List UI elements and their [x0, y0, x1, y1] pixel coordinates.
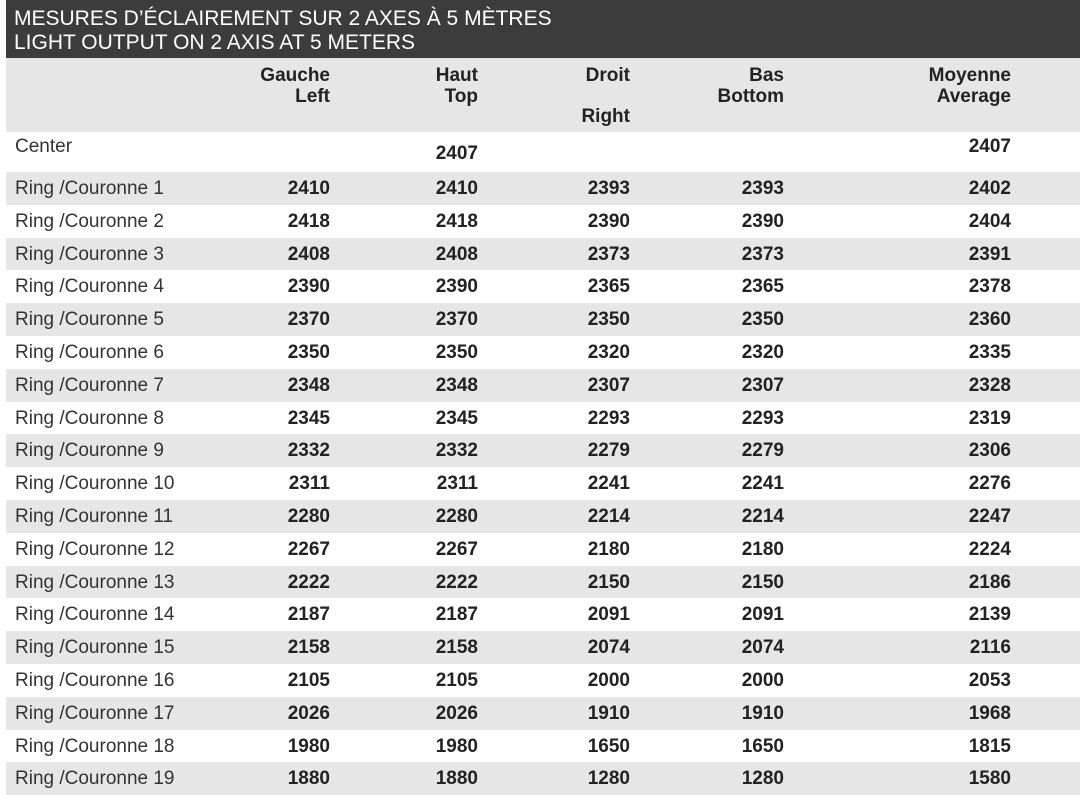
cell-top: 2158: [435, 637, 478, 659]
cell-bottom: 2091: [741, 604, 784, 626]
column-header-top: Haut Top: [435, 65, 478, 107]
table-row-center: [6, 132, 1080, 172]
table-row: [6, 631, 1080, 664]
cell-bottom: 2307: [741, 374, 784, 396]
cell-average: 2402: [968, 178, 1011, 199]
cell-left: 2408: [287, 243, 330, 265]
table-row: [6, 336, 1080, 369]
table-row: [6, 533, 1080, 566]
row-label: Ring /Couronne 13: [15, 571, 175, 593]
cell-bottom: 2241: [741, 473, 784, 495]
cell-top: 1980: [435, 735, 478, 757]
row-label: Ring /Couronne 1: [15, 178, 164, 199]
row-label: Ring /Couronne 17: [15, 702, 175, 724]
title-french: MESURES D’ÉCLAIREMENT SUR 2 AXES À 5 MÈTRES: [14, 7, 552, 30]
row-label: Ring /Couronne 18: [15, 735, 175, 757]
table-row: [6, 697, 1080, 730]
cell-average: 2404: [968, 210, 1011, 232]
cell-right: 1910: [587, 702, 630, 724]
column-header-bottom: Bas Bottom: [717, 65, 784, 107]
cell-left: 2348: [287, 374, 330, 396]
cell-average: 2360: [968, 309, 1011, 331]
cell-bottom: 2180: [741, 538, 784, 560]
cell-bottom: 2373: [741, 243, 784, 265]
cell-right: 2241: [587, 473, 630, 495]
cell-left: 2026: [287, 702, 330, 724]
cell-right: 2393: [587, 178, 630, 199]
cell-left: 2187: [287, 604, 330, 626]
cell-left: 2222: [287, 571, 330, 593]
cell-top: 2407: [435, 143, 478, 164]
cell-top: 2280: [435, 505, 478, 527]
cell-average: 2319: [968, 407, 1011, 429]
table-row: [6, 598, 1080, 631]
cell-right: 1280: [587, 768, 630, 790]
cell-left: 1980: [287, 735, 330, 757]
cell-bottom: 1910: [741, 702, 784, 724]
cell-right: 2091: [587, 604, 630, 626]
cell-right: 2350: [587, 309, 630, 331]
cell-top: 2332: [435, 440, 478, 462]
ring-rows: [6, 172, 1080, 795]
cell-average: 2306: [968, 440, 1011, 462]
cell-right: 2307: [587, 374, 630, 396]
cell-right: 1650: [587, 735, 630, 757]
cell-average: 2247: [968, 505, 1011, 527]
cell-top: 2222: [435, 571, 478, 593]
cell-average: 2116: [969, 637, 1011, 659]
cell-bottom: 2074: [741, 637, 784, 659]
table-row: [6, 369, 1080, 402]
cell-left: 2345: [287, 407, 330, 429]
cell-average: 2139: [968, 604, 1011, 626]
cell-average: 1815: [968, 735, 1011, 757]
table-row: [6, 205, 1080, 238]
cell-top: 2105: [435, 669, 478, 691]
cell-left: 2410: [287, 178, 330, 199]
row-label: Ring /Couronne 4: [15, 276, 164, 298]
column-header-right: Droit Right: [581, 65, 630, 127]
row-label: Ring /Couronne 6: [15, 341, 164, 363]
cell-bottom: 2279: [741, 440, 784, 462]
cell-bottom: 2390: [741, 210, 784, 232]
cell-right: 2365: [587, 276, 630, 298]
cell-left: 2332: [287, 440, 330, 462]
cell-average: 2186: [968, 571, 1011, 593]
cell-left: 2370: [287, 309, 330, 331]
table-row: [6, 434, 1080, 467]
cell-top: 2348: [435, 374, 478, 396]
cell-right: 2180: [587, 538, 630, 560]
cell-right: 2000: [587, 669, 630, 691]
title-english: LIGHT OUTPUT ON 2 AXIS AT 5 METERS: [14, 31, 416, 54]
cell-average: 2328: [968, 374, 1011, 396]
column-header-row: [6, 58, 1080, 132]
row-label: Ring /Couronne 5: [15, 309, 164, 331]
cell-left: 1880: [287, 768, 330, 790]
cell-bottom: 2320: [741, 341, 784, 363]
cell-top: 2390: [435, 276, 478, 298]
table-row: [6, 270, 1080, 303]
cell-bottom: 2214: [741, 505, 784, 527]
cell-top: 2026: [435, 702, 478, 724]
cell-bottom: 2365: [741, 276, 784, 298]
table-row: [6, 762, 1080, 795]
cell-top: 2418: [435, 210, 478, 232]
row-label: Ring /Couronne 19: [15, 768, 175, 790]
cell-right: 2390: [587, 210, 630, 232]
row-label: Ring /Couronne 2: [15, 210, 164, 232]
cell-bottom: 2350: [741, 309, 784, 331]
row-label: Ring /Couronne 8: [15, 407, 164, 429]
row-label: Ring /Couronne 12: [15, 538, 175, 560]
row-label: Ring /Couronne 16: [15, 669, 175, 691]
row-label: Ring /Couronne 9: [15, 440, 164, 462]
cell-top: 2267: [435, 538, 478, 560]
row-label: Ring /Couronne 14: [15, 604, 175, 626]
table-row: [6, 172, 1080, 205]
cell-bottom: 2293: [741, 407, 784, 429]
cell-bottom: 2000: [741, 669, 784, 691]
table-row: [6, 730, 1080, 763]
cell-left: 2350: [287, 341, 330, 363]
row-label: Center: [15, 136, 73, 157]
column-header-average: Moyenne Average: [928, 65, 1011, 107]
table-title: [6, 0, 1080, 58]
cell-top: 1880: [435, 768, 478, 790]
cell-right: 2214: [587, 505, 630, 527]
cell-top: 2410: [435, 178, 478, 199]
cell-average: 2224: [968, 538, 1011, 560]
cell-top: 2350: [435, 341, 478, 363]
cell-average: 1968: [968, 702, 1011, 724]
cell-average: 2407: [968, 136, 1011, 157]
cell-left: 2158: [287, 637, 330, 659]
row-label: Ring /Couronne 15: [15, 637, 175, 659]
cell-left: 2267: [287, 538, 330, 560]
cell-left: 2418: [287, 210, 330, 232]
table-body: [6, 132, 1080, 795]
table-row: [6, 402, 1080, 435]
cell-top: 2311: [436, 473, 478, 495]
cell-average: 2378: [968, 276, 1011, 298]
cell-top: 2370: [435, 309, 478, 331]
cell-right: 2373: [587, 243, 630, 265]
cell-average: 2335: [968, 341, 1011, 363]
table-row: [6, 664, 1080, 697]
cell-left: 2280: [287, 505, 330, 527]
cell-left: 2311: [288, 473, 330, 495]
row-label: Ring /Couronne 10: [15, 473, 175, 495]
cell-left: 2105: [287, 669, 330, 691]
cell-top: 2345: [435, 407, 478, 429]
cell-average: 2053: [968, 669, 1011, 691]
table-row: [6, 500, 1080, 533]
cell-average: 2391: [968, 243, 1011, 265]
cell-average: 2276: [968, 473, 1011, 495]
cell-bottom: 2150: [741, 571, 784, 593]
cell-top: 2187: [435, 604, 478, 626]
table-row: [6, 566, 1080, 599]
cell-bottom: 1280: [741, 768, 784, 790]
cell-bottom: 1650: [741, 735, 784, 757]
column-header-left: Gauche Left: [260, 65, 330, 107]
table-row: [6, 303, 1080, 336]
cell-top: 2408: [435, 243, 478, 265]
cell-left: 2390: [287, 276, 330, 298]
row-label: Ring /Couronne 3: [15, 243, 164, 265]
cell-right: 2150: [587, 571, 630, 593]
cell-right: 2074: [587, 637, 630, 659]
cell-average: 1580: [968, 768, 1011, 790]
table-row: [6, 238, 1080, 271]
table-row: [6, 467, 1080, 500]
cell-right: 2279: [587, 440, 630, 462]
cell-right: 2293: [587, 407, 630, 429]
cell-bottom: 2393: [741, 178, 784, 199]
row-label: Ring /Couronne 7: [15, 374, 164, 396]
row-label: Ring /Couronne 11: [15, 505, 174, 527]
cell-right: 2320: [587, 341, 630, 363]
